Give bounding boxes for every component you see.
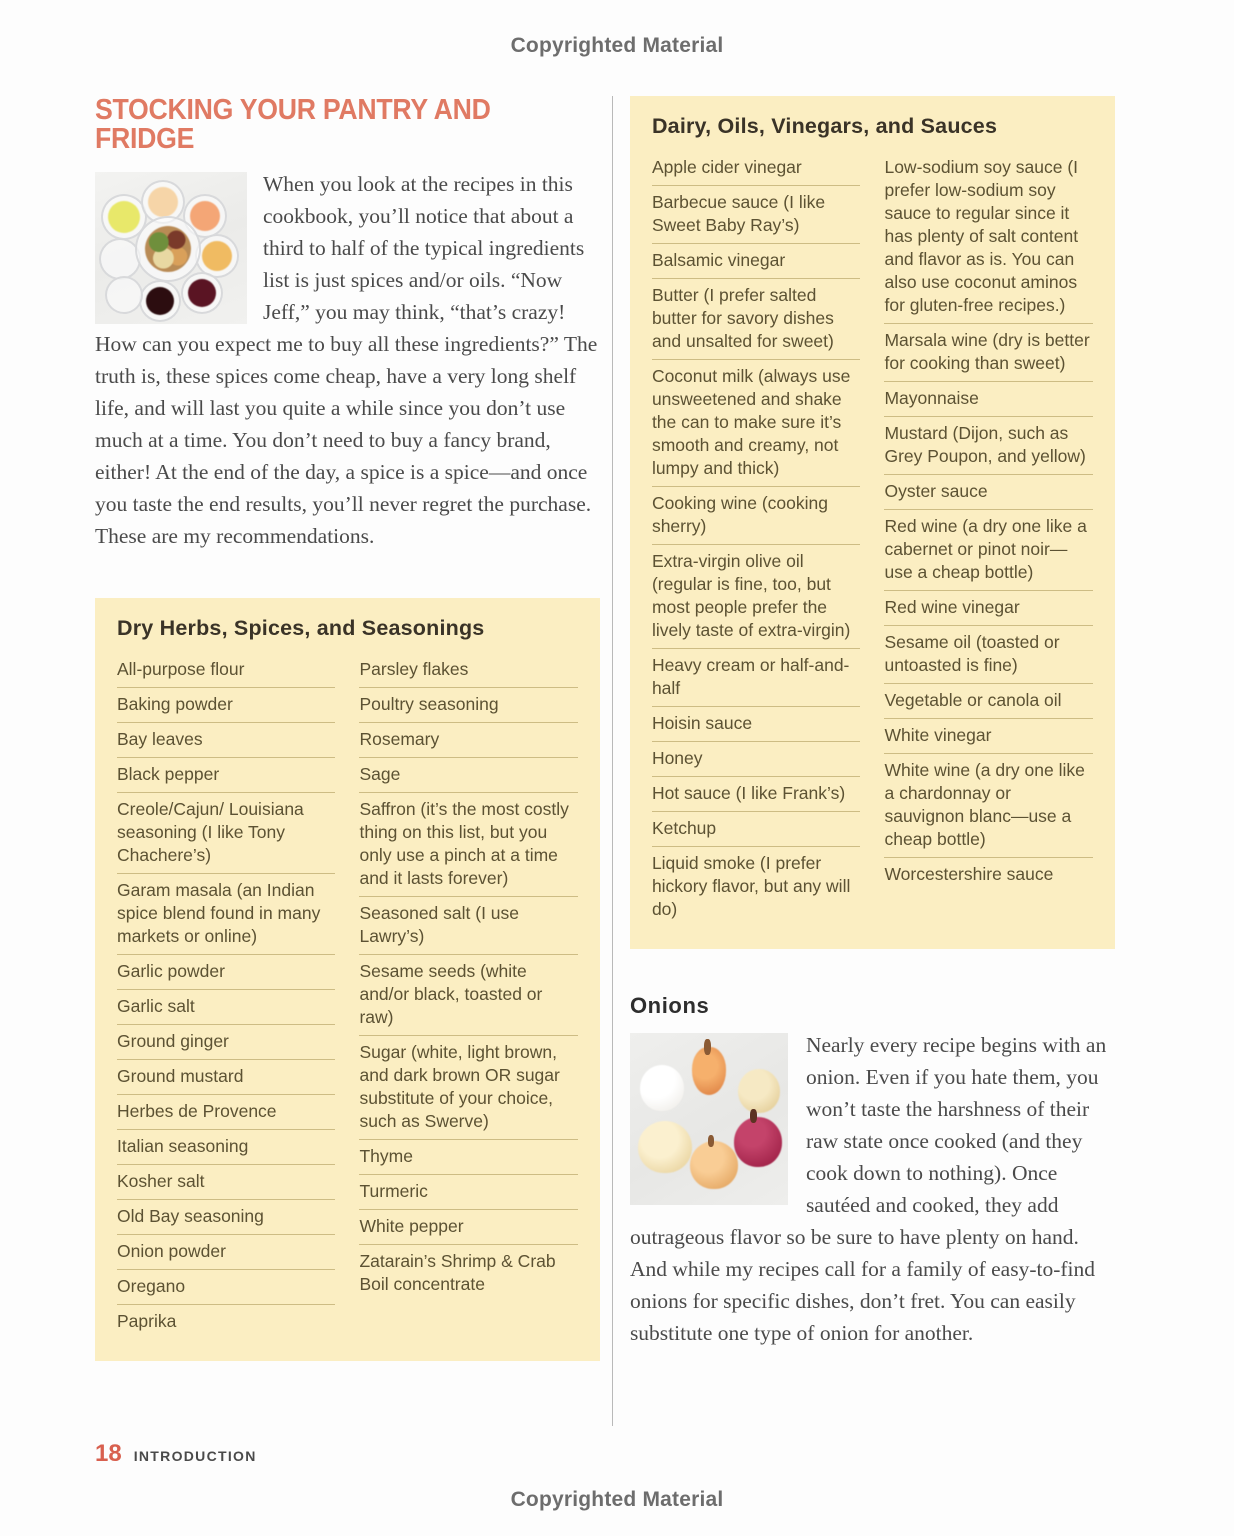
list-item: Saffron (it’s the most costly thing on this list, but you only use a pinch at a time and it lasts forever) — [359, 793, 577, 897]
list-item: Heavy cream or half-and-half — [652, 649, 861, 707]
dairy-right-list — [884, 151, 1093, 927]
list-item: All-purpose flour — [117, 653, 335, 688]
list-item: Kosher salt — [117, 1165, 335, 1200]
list-item: Zatarain’s Shrimp & Crab Boil concentrate — [359, 1251, 556, 1294]
list-item: Baking powder — [117, 688, 335, 723]
list-item: Creole/Cajun/ Louisiana seasoning (I like Tony Chachere’s) — [117, 793, 335, 874]
list-item: Herbes de Provence — [117, 1095, 335, 1130]
list-item: Ground mustard — [117, 1060, 335, 1095]
folio — [95, 1440, 257, 1468]
list-item: Thyme — [359, 1140, 577, 1175]
list-item: Worcestershire sauce — [884, 864, 1054, 884]
list-item: Barbecue sauce (I like Sweet Baby Ray’s) — [652, 186, 861, 244]
list-item: Red wine (a dry one like a cabernet or pinot noir—use a cheap bottle) — [884, 510, 1093, 591]
list-item: Italian seasoning — [117, 1130, 335, 1165]
column-divider — [612, 96, 613, 1426]
list-item: Onion powder — [117, 1235, 335, 1270]
onions-paragraph-block — [630, 1029, 1115, 1349]
list-item: White wine (a dry one like a chardonnay or sauvignon blanc—use a cheap bottle) — [884, 754, 1093, 858]
running-head-bottom: Copyrighted Material — [510, 1488, 724, 1511]
list-item: White vinegar — [884, 719, 1093, 754]
list-item: Sesame seeds (white and/or black, toasted or raw) — [359, 955, 577, 1036]
list-item: Hot sauce (I like Frank’s) — [652, 777, 861, 812]
dry-herbs-left-list — [117, 653, 335, 1339]
list-item: Vegetable or canola oil — [884, 684, 1093, 719]
dairy-box — [630, 96, 1115, 949]
list-item: Turmeric — [359, 1175, 577, 1210]
folio-label: INTRODUCTION — [133, 1448, 257, 1464]
list-item: Apple cider vinegar — [652, 151, 861, 186]
list-item: Cooking wine (cooking sherry) — [652, 487, 861, 545]
intro-paragraph-block — [95, 168, 600, 552]
onions-paragraph-text: Nearly every recipe begins with an onion. Even if you hate them, you won’t taste the harshness of their raw state once cooked (and they cook down to nothing). Once sautéed and cooked, they add outrageous flavor so be sure to have plenty on hand. And while my recipes call for a family of easy-to-find onions for specific dishes, don’t fret. You can easily substitute one type of onion for another. — [629, 1033, 1107, 1345]
dry-herbs-box — [95, 598, 600, 1361]
list-item: Poultry seasoning — [359, 688, 577, 723]
list-item: Sesame oil (toasted or untoasted is fine) — [884, 626, 1093, 684]
list-item: Mayonnaise — [884, 382, 1093, 417]
list-item: Garam masala (an Indian spice blend found in many markets or online) — [117, 874, 335, 955]
list-item: Extra-virgin olive oil (regular is fine, too, but most people prefer the lively taste of extra-virgin) — [652, 545, 861, 649]
list-item: Black pepper — [117, 758, 335, 793]
list-item: Balsamic vinegar — [652, 244, 861, 279]
left-column — [95, 96, 600, 1426]
list-item: Garlic salt — [117, 990, 335, 1025]
list-item: Butter (I prefer salted butter for savory dishes and unsalted for sweet) — [652, 279, 861, 360]
onions-heading: Onions — [629, 993, 710, 1018]
list-item: Hoisin sauce — [652, 707, 861, 742]
list-item: Honey — [652, 742, 861, 777]
dairy-left-list — [652, 151, 861, 927]
running-head-top: Copyrighted Material — [510, 34, 724, 57]
list-item: Sugar (white, light brown, and dark brown OR sugar substitute of your choice, such as Swerve) — [359, 1036, 577, 1140]
list-item: Oyster sauce — [884, 475, 1093, 510]
list-item: Paprika — [117, 1311, 177, 1331]
page-content — [95, 96, 1115, 1426]
list-item: Red wine vinegar — [884, 591, 1093, 626]
list-item: Mustard (Dijon, such as Grey Poupon, and yellow) — [884, 417, 1093, 475]
list-item: White pepper — [359, 1210, 577, 1245]
intro-paragraph-text: When you look at the recipes in this cookbook, you’ll notice that about a third to half of the typical ingredients list is just spices and/or oils. “Now Jeff,” you may think, “that’s crazy! How can you expect me to buy all these ingredients?” The truth is, these spices come cheap, have a very long shelf life, and will last you quite a while since you don’t use much at a time. You don’t need to buy a fancy brand, either! At the end of the day, a spice is a spice—and once you taste the end results, you’ll never regret the purchase. These are my recommendations. — [95, 172, 598, 548]
list-item: Ketchup — [652, 812, 861, 847]
onions-photo — [630, 1033, 788, 1205]
right-column — [630, 96, 1115, 1426]
list-item: Low-sodium soy sauce (I prefer low-sodium soy sauce to regular since it has plenty of salt content and flavor as is. You can also use coconut aminos for gluten-free recipes.) — [884, 151, 1093, 324]
list-item: Old Bay seasoning — [117, 1200, 335, 1235]
list-item: Seasoned salt (I use Lawry’s) — [359, 897, 577, 955]
list-item: Ground ginger — [117, 1025, 335, 1060]
list-item: Oregano — [117, 1270, 335, 1305]
list-item: Garlic powder — [117, 955, 335, 990]
page-title: STOCKING YOUR PANTRY AND FRIDGE — [95, 94, 491, 155]
dry-herbs-box-title: Dry Herbs, Spices, and Seasonings — [117, 616, 485, 640]
page-number: 18 — [95, 1440, 122, 1467]
spices-photo — [95, 172, 247, 324]
list-item: Coconut milk (always use unsweetened and shake the can to make sure it’s smooth and creamy, not lumpy and thick) — [652, 360, 861, 487]
list-item: Bay leaves — [117, 723, 335, 758]
list-item: Liquid smoke (I prefer hickory flavor, but any will do) — [651, 853, 851, 919]
list-item: Parsley flakes — [359, 653, 577, 688]
dairy-box-title: Dairy, Oils, Vinegars, and Sauces — [651, 114, 998, 138]
dry-herbs-right-list — [359, 653, 577, 1339]
list-item: Marsala wine (dry is better for cooking than sweet) — [884, 324, 1093, 382]
list-item: Rosemary — [359, 723, 577, 758]
list-item: Sage — [359, 758, 577, 793]
